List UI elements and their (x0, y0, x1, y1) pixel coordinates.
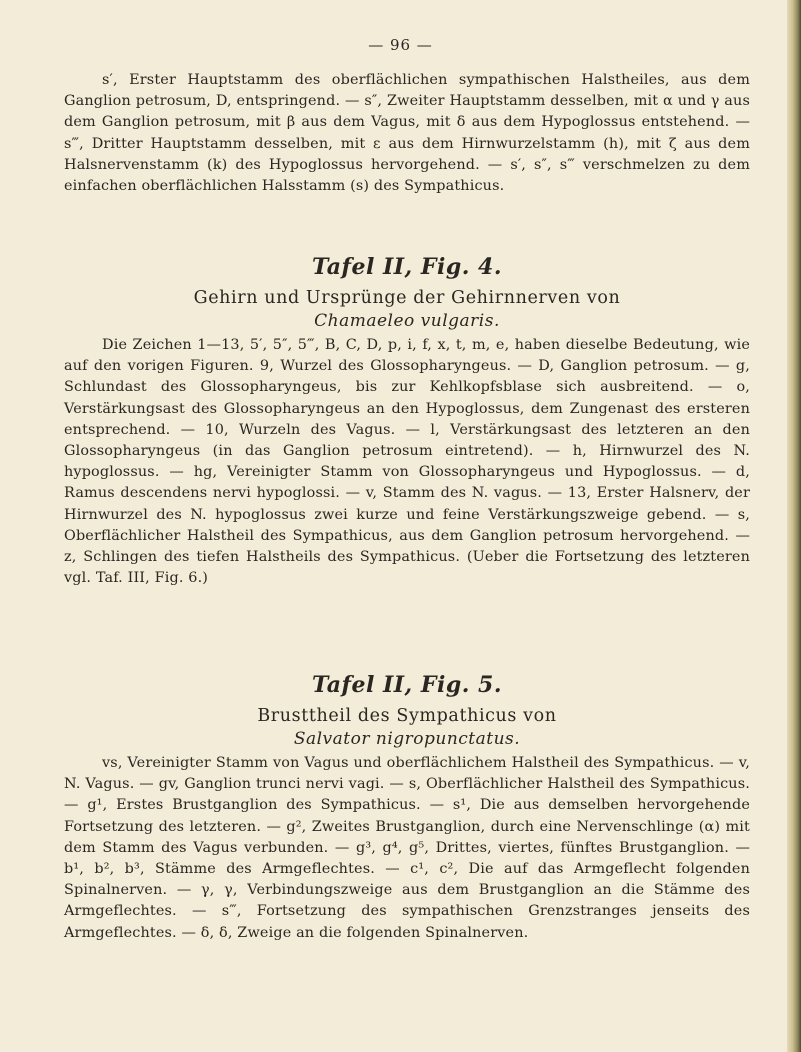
fig5-section (64, 672, 750, 944)
fig5-plate-heading: Tafel II, Fig. 5. (311, 672, 503, 698)
fig4-description: Die Zeichen 1—13, 5′, 5″, 5‴, B, C, D, p, i, f, x, t, m, e, haben dieselbe Bedeutung, wie auf den vorigen Figuren. 9, Wurzel des Glossopharyngeus. — D, Ganglion petrosum. — g, Schlundast des Glossopharyngeus, bis zur Kehlkopfsblase sich ausbreitend. — o, Verstärkungsast des Glossopharyngeus an den Hypoglossus, dem Zungenast des ersteren entsprechend. — 10, Wurzeln des Vagus. — l, Verstärkungsast des letzteren an den Glossopharyngeus (in das Ganglion petrosum eintretend). — h, Hirnwurzel des N. hypoglossus. — hg, Vereinigter Stamm von Glossopharyngeus und Hypoglossus. — d, Ramus descendens nervi hypoglossi. — v, Stamm des N. vagus. — 13, Erster Halsnerv, der Hirnwurzel des N. hypoglossus zwei kurze und feine Verstärkungszweige gebend. — s, Oberflächlicher Halstheil des Sympathicus, aus dem Ganglion petrosum hervorgehend. — z, Schlingen des tiefen Halstheils des Sympathicus. (Ueber die Fortsetzung des letzteren vgl. Taf. III, Fig. 6.) (64, 337, 750, 587)
intro-paragraph: s′, Erster Hauptstamm des oberflächlichen sympathischen Halstheiles, aus dem Ganglion petrosum, D, entspringend. — s″, Zweiter Hauptstamm desselben, mit α und γ aus dem Ganglion petrosum, mit β aus dem Vagus, mit δ aus dem Hypoglossus entstehend. — s‴, Dritter Hauptstamm desselben, mit ε aus dem Hirnwurzelstamm (h), mit ζ aus dem Halsnervenstamm (k) des Hypoglossus hervorgehend. — s′, s″, s‴ verschmelzen zu dem einfachen oberflächlichen Halsstamm (s) des Sympathicus. (64, 72, 750, 195)
fig4-species: Chamaeleo vulgaris. (314, 311, 500, 331)
fig4-section (64, 254, 750, 589)
fig5-species: Salvator nigropunctatus. (293, 729, 521, 749)
page-number: — 96 — (368, 36, 433, 54)
fig4-title: Gehirn und Ursprünge der Gehirnnerven von (193, 288, 621, 308)
fig5-title: Brusttheil des Sympathicus von (257, 706, 557, 726)
fig4-plate-heading: Tafel II, Fig. 4. (311, 254, 503, 280)
page-edge-shadow (787, 0, 801, 1052)
fig5-description: vs, Vereinigter Stamm von Vagus und oberflächlichem Halstheil des Sympathicus. — v, N. Vagus. — gv, Ganglion trunci nervi vagi. — s, Oberflächlicher Halstheil des Sympathicus. — g¹, Erstes Brustganglion des Sympathicus. — s¹, Die aus demselben hervorgehende Fortsetzung des letzteren. — g², Zweites Brustganglion, durch eine Nervenschlinge (α) mit dem Stamm des Vagus verbunden. — g³, g⁴, g⁵, Drittes, viertes, fünftes Brustganglion. — b¹, b², b³, Stämme des Armgeflechtes. — c¹, c², Die auf das Armgeflecht folgenden Spinalnerven. — γ, γ, Verbindungszweige aus dem Brustganglion an die Stämme des Armgeflechtes. — s‴, Fortsetzung des sympathischen Grenzstranges jenseits des Armgeflechtes. — δ, δ, Zweige an die folgenden Spinalnerven. (64, 755, 750, 941)
intro-block (64, 70, 750, 197)
